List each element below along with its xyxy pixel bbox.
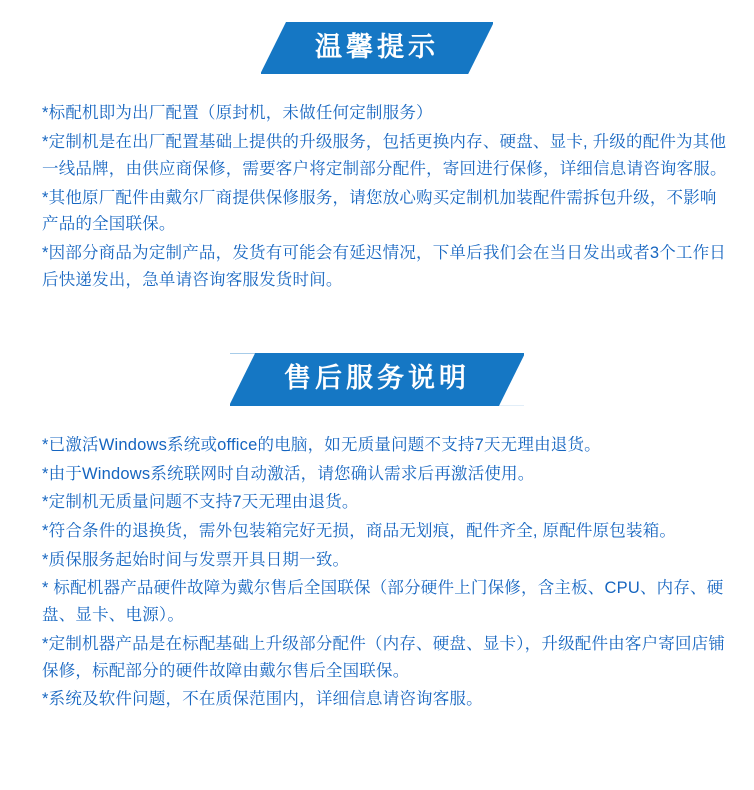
after-sales-line: * 标配机器产品硬件故障为戴尔售后全国联保（部分硬件上门保修，含主板、CPU、内存、硬盘、显卡、电源）。 xyxy=(42,579,724,625)
after-sales-line: *已激活Windows系统或office的电脑，如无质量问题不支持7天无理由退货。 xyxy=(42,435,601,454)
after-sales-line: *定制机器产品是在标配基础上升级部分配件（内存、硬盘、显卡），升级配件由客户寄回店铺保修，标配部分的硬件故障由戴尔售后全国联保。 xyxy=(42,634,726,680)
warm-tips-line: *定制机是在出厂配置基础上提供的升级服务，包括更换内存、硬盘、显卡, 升级的配件为其他一线品牌，由供应商保修，需要客户将定制部分配件，寄回进行保修，详细信息请咨询客服。 xyxy=(42,133,727,178)
after-sales-line: *符合条件的退换货，需外包装箱完好无损，商品无划痕，配件齐全, 原配件原包装箱。 xyxy=(42,521,677,540)
section-title-warm-tips: 温馨提示 xyxy=(261,22,493,74)
section-warm-tips xyxy=(24,0,730,293)
after-sales-line: *由于Windows系统联网时自动激活，请您确认需求后再激活使用。 xyxy=(42,464,535,483)
after-sales-line: *质保服务起始时间与发票开具日期一致。 xyxy=(42,550,350,569)
warm-tips-text-block xyxy=(24,100,730,293)
warm-tips-line: *因部分商品为定制产品，发货有可能会有延迟情况，下单后我们会在当日发出或者3个工作日后快递发出，急单请咨询客服发货时间。 xyxy=(42,243,726,289)
warm-tips-line: *其他原厂配件由戴尔厂商提供保修服务，请您放心购买定制机加装配件需拆包升级，不影响产品的全国联保。 xyxy=(42,188,717,234)
after-sales-line: *定制机无质量问题不支持7天无理由退货。 xyxy=(42,493,359,512)
section-title-after-sales: 售后服务说明 xyxy=(230,353,524,405)
banner-wrap-after-sales xyxy=(24,353,730,405)
banner-wrap-warm-tips xyxy=(24,22,730,74)
section-after-sales xyxy=(24,295,730,713)
warm-tips-line: *标配机即为出厂配置（原封机，未做任何定制服务） xyxy=(42,104,433,123)
after-sales-line: *系统及软件问题，不在质保范围内，详细信息请咨询客服。 xyxy=(42,690,483,709)
after-sales-text-block xyxy=(24,432,730,713)
